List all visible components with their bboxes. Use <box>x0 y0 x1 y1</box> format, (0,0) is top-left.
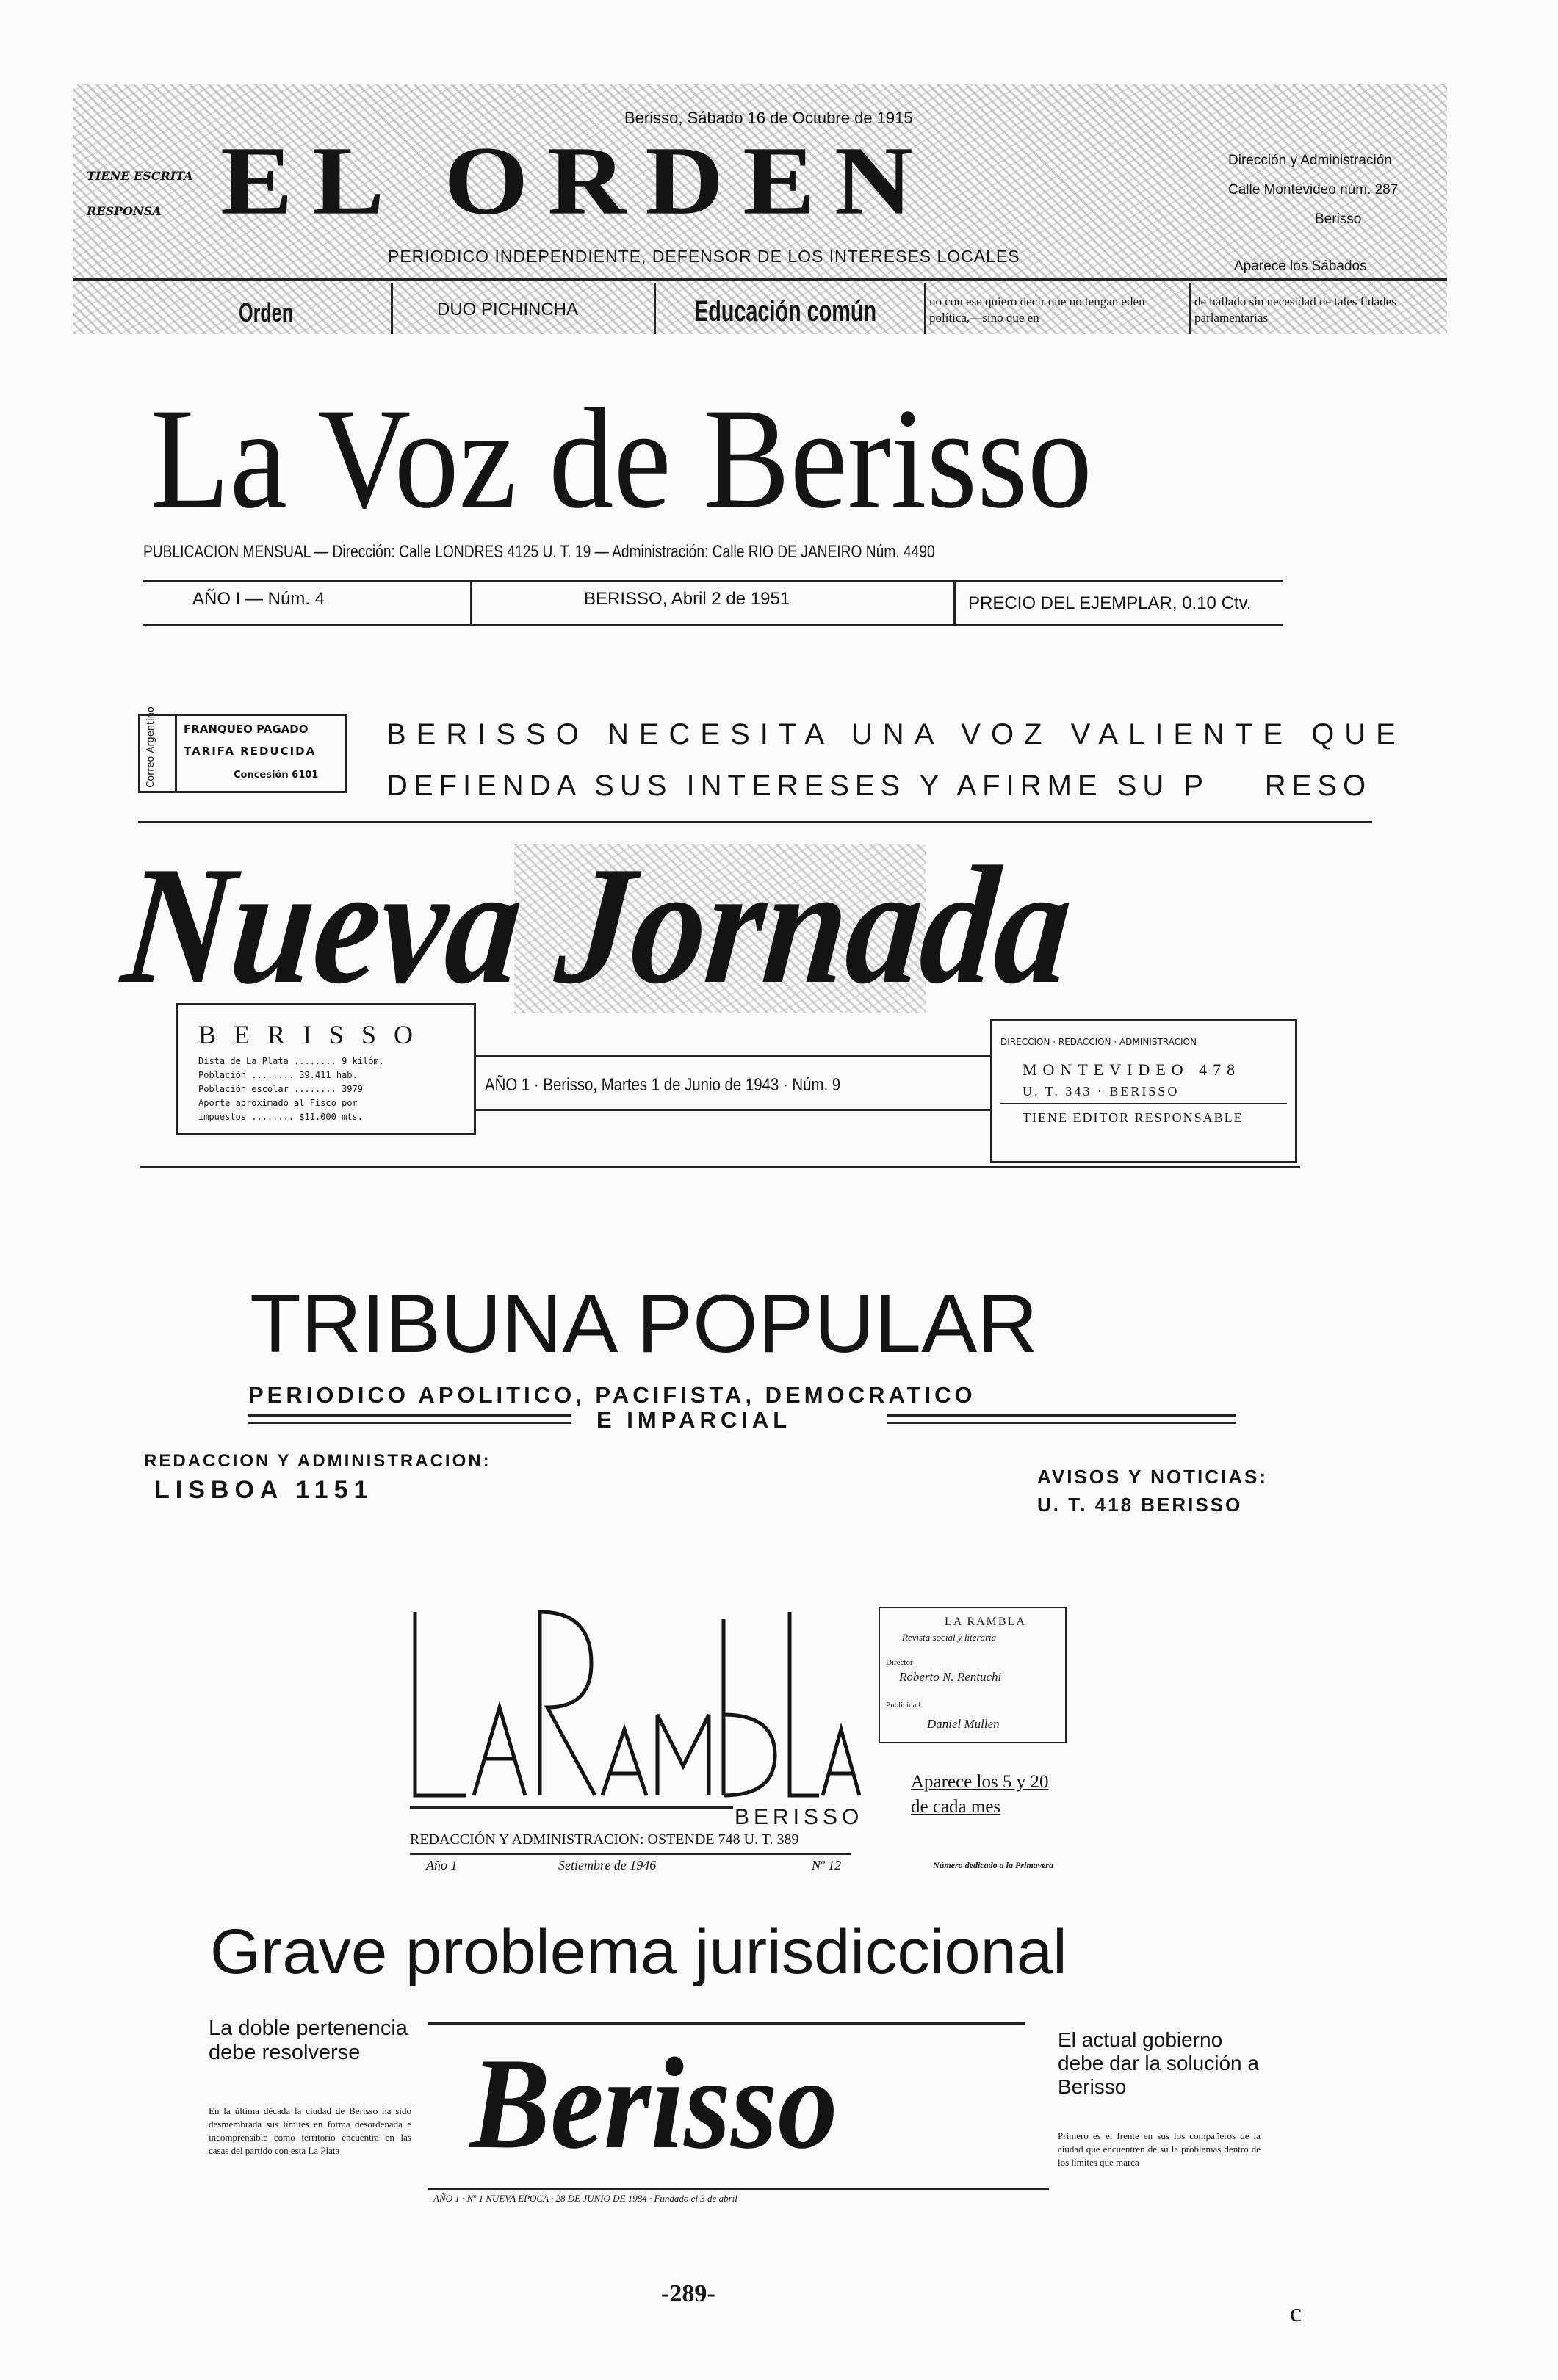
tribuna-left1: REDACCION Y ADMINISTRACION: <box>144 1451 491 1471</box>
el-orden-snippet-b: de hallado sin necesidad de tales fidades parlamentarias <box>1194 294 1396 325</box>
nueva-jornada-right-divider <box>1000 1103 1287 1104</box>
nueva-jornada-info-list <box>198 1055 463 1124</box>
tribuna-left2: LISBOA 1151 <box>154 1476 374 1504</box>
la-rambla-berisso: BERISSO <box>735 1805 864 1829</box>
el-orden-column-rule-4 <box>1189 283 1191 334</box>
berisso-left-title: La doble pertenencia debe resolverse <box>209 2017 408 2064</box>
berisso-right-text: Primero es el frente en sus los compañeros de la ciudad que encuentren de su la problemas dentro de los límites que marca <box>1058 2130 1261 2168</box>
la-rambla-rule-top <box>410 1806 733 1809</box>
berisso-bottom-line: AÑO 1 · Nº 1 NUEVA EPOCA · 28 DE JUNIO DE 1984 · Fundado el 3 de abril <box>433 2193 737 2204</box>
el-orden-column-orden: Orden <box>239 297 294 328</box>
el-orden-subtitle: PERIODICO INDEPENDIENTE, DEFENSOR DE LOS INTERESES LOCALES <box>388 247 1020 266</box>
nueva-jornada-right-line2: MONTEVIDEO 478 <box>1023 1060 1241 1079</box>
page-number: -289- <box>661 2280 715 2307</box>
la-rambla-rule-bottom <box>410 1853 851 1855</box>
berisso-right-title: El actual gobierno debe dar la solución a Berisso <box>1058 2028 1259 2098</box>
el-orden-column-rule-2 <box>654 283 656 334</box>
nueva-jornada-center-rule-bottom <box>476 1109 990 1111</box>
la-voz-date: BERISSO, Abril 2 de 1951 <box>584 589 790 609</box>
nueva-jornada-right-line4: TIENE EDITOR RESPONSABLE <box>1023 1110 1244 1125</box>
la-rambla-wordmark <box>874 1597 879 1598</box>
nueva-jornada-info-4: Aporte aproximado al Fisco por <box>198 1098 358 1108</box>
la-voz-rule-top <box>143 580 1283 582</box>
el-orden-column-rule-3 <box>924 283 926 334</box>
berisso-headline: Grave problema jurisdiccional <box>210 1917 1067 1987</box>
nueva-jornada-postage-side: Correo Argentino <box>145 706 156 788</box>
la-rambla-box-pub-label: Publicidad <box>886 1701 921 1710</box>
nueva-jornada-info-3: Población escolar ........ 3979 <box>198 1084 363 1094</box>
tribuna-title: TRIBUNA POPULAR <box>250 1278 1038 1370</box>
nueva-jornada-postage-line3: Concesión 6101 <box>234 770 319 781</box>
la-rambla-schedule: Aparece los 5 y 20 de cada mes <box>911 1772 1049 1817</box>
tribuna-sub1: PERIODICO APOLITICO, PACIFISTA, DEMOCRATICO <box>248 1382 976 1408</box>
la-voz-year: AÑO I — Núm. 4 <box>192 589 325 609</box>
el-orden-right-schedule: Aparece los Sábados <box>1234 258 1367 274</box>
la-rambla-note: Número dedicado a la Primavera <box>933 1860 1053 1870</box>
nueva-jornada-postage-divider <box>175 714 177 793</box>
tribuna-rule-2 <box>248 1422 571 1424</box>
nueva-jornada-berisso-label: BERISSO <box>198 1020 431 1049</box>
la-rambla-box-title: LA RAMBLA <box>945 1616 1026 1628</box>
nueva-jornada-postage-line1: FRANQUEO PAGADO <box>184 723 309 736</box>
tribuna-rule-4 <box>887 1422 1236 1424</box>
la-voz-title: La Voz de Berisso <box>151 379 1093 538</box>
nueva-jornada-right-line3: U. T. 343 · BERISSO <box>1023 1084 1180 1099</box>
la-rambla-logo <box>408 1597 863 1803</box>
berisso-rule-top <box>428 2022 1025 2025</box>
tribuna-rule-3 <box>887 1414 1236 1417</box>
la-rambla-year: Año 1 <box>426 1858 458 1873</box>
la-rambla-box-pub: Daniel Mullen <box>927 1717 1000 1731</box>
nueva-jornada-info-5: impuestos ........ $11.000 mts. <box>198 1112 363 1122</box>
el-orden-divider <box>73 278 1447 281</box>
el-orden-snippet-a: no con ese quiero decir que no tengan eden política,—sino que en <box>929 294 1145 325</box>
el-orden-column-pichincha: DUO PICHINCHA <box>437 300 579 319</box>
la-rambla-box-dir-label: Director <box>886 1658 913 1667</box>
la-voz-rule-bottom <box>143 624 1283 626</box>
el-orden-left-mid: RESPONSA <box>87 204 162 218</box>
el-orden-column-rule-1 <box>391 283 393 334</box>
nueva-jornada-title: Nueva Jornada <box>116 831 1080 1019</box>
berisso-rule-bottom <box>428 2188 1049 2190</box>
nueva-jornada-slogan-1: BERISSO NECESITA UNA VOZ VALIENTE QUE <box>386 718 1406 750</box>
corner-mark: c <box>1290 2298 1302 2327</box>
el-orden-left-top: TIENE ESCRITA <box>87 169 193 183</box>
la-rambla-date: Setiembre de 1946 <box>558 1858 657 1873</box>
tribuna-right2: U. T. 418 BERISSO <box>1037 1494 1243 1516</box>
tribuna-right1: AVISOS Y NOTICIAS: <box>1037 1466 1269 1488</box>
nueva-jornada-info-2: Población ........ 39.411 hab. <box>198 1070 358 1080</box>
la-voz-info: PUBLICACION MENSUAL — Dirección: Calle LONDRES 4125 U. T. 19 — Administración: Calle RIO DE JANEIRO Núm. 4490 <box>143 542 935 562</box>
la-rambla-number: Nº 12 <box>812 1858 842 1873</box>
el-orden-column-educacion: Educación común <box>694 295 877 328</box>
el-orden-right-top: Dirección y Administración <box>1228 153 1392 168</box>
la-voz-price: PRECIO DEL EJEMPLAR, 0.10 Ctv. <box>968 593 1252 613</box>
nueva-jornada-center-info: AÑO 1 · Berisso, Martes 1 de Junio de 1943 · Núm. 9 <box>485 1075 841 1095</box>
tribuna-rule-1 <box>248 1414 571 1417</box>
berisso-masthead: Berisso <box>470 2030 838 2176</box>
nueva-jornada-postage-line2: TARIFA REDUCIDA <box>184 745 317 758</box>
nueva-jornada-center-rule-top <box>476 1055 990 1057</box>
la-voz-rule-col2 <box>953 580 956 624</box>
tribuna-sub2: E IMPARCIAL <box>596 1407 792 1433</box>
la-rambla-box-dir: Roberto N. Rentuchi <box>899 1670 1002 1684</box>
nueva-jornada-slogan-rule <box>138 821 1372 823</box>
el-orden-right-city: Berisso <box>1315 211 1362 227</box>
la-rambla-address: REDACCIÓN Y ADMINISTRACION: OSTENDE 748 U. T. 389 <box>410 1831 799 1848</box>
nueva-jornada-bottom-rule <box>140 1166 1300 1168</box>
berisso-left-text: En la última década la ciudad de Berisso ha sido desmembrada sus límites en forma desordenada e incomprensible como territorio encuentra en las casas del partido con esta La Plata <box>209 2105 411 2156</box>
nueva-jornada-slogan-2: DEFIENDA SUS INTERESES Y AFIRME SU P RESO <box>386 770 1372 802</box>
nueva-jornada-info-1: Dista de La Plata ........ 9 kilóm. <box>198 1056 384 1066</box>
el-orden-right-mid: Calle Montevideo núm. 287 <box>1228 182 1399 198</box>
nueva-jornada-right-line1: DIRECCION · REDACCION · ADMINISTRACION <box>1000 1037 1197 1047</box>
la-rambla-box-sub: Revista social y literaria <box>902 1632 997 1643</box>
el-orden-title: EL ORDEN <box>220 126 932 236</box>
la-voz-rule-col1 <box>470 580 472 624</box>
el-orden-date: Berisso, Sábado 16 de Octubre de 1915 <box>624 109 913 127</box>
